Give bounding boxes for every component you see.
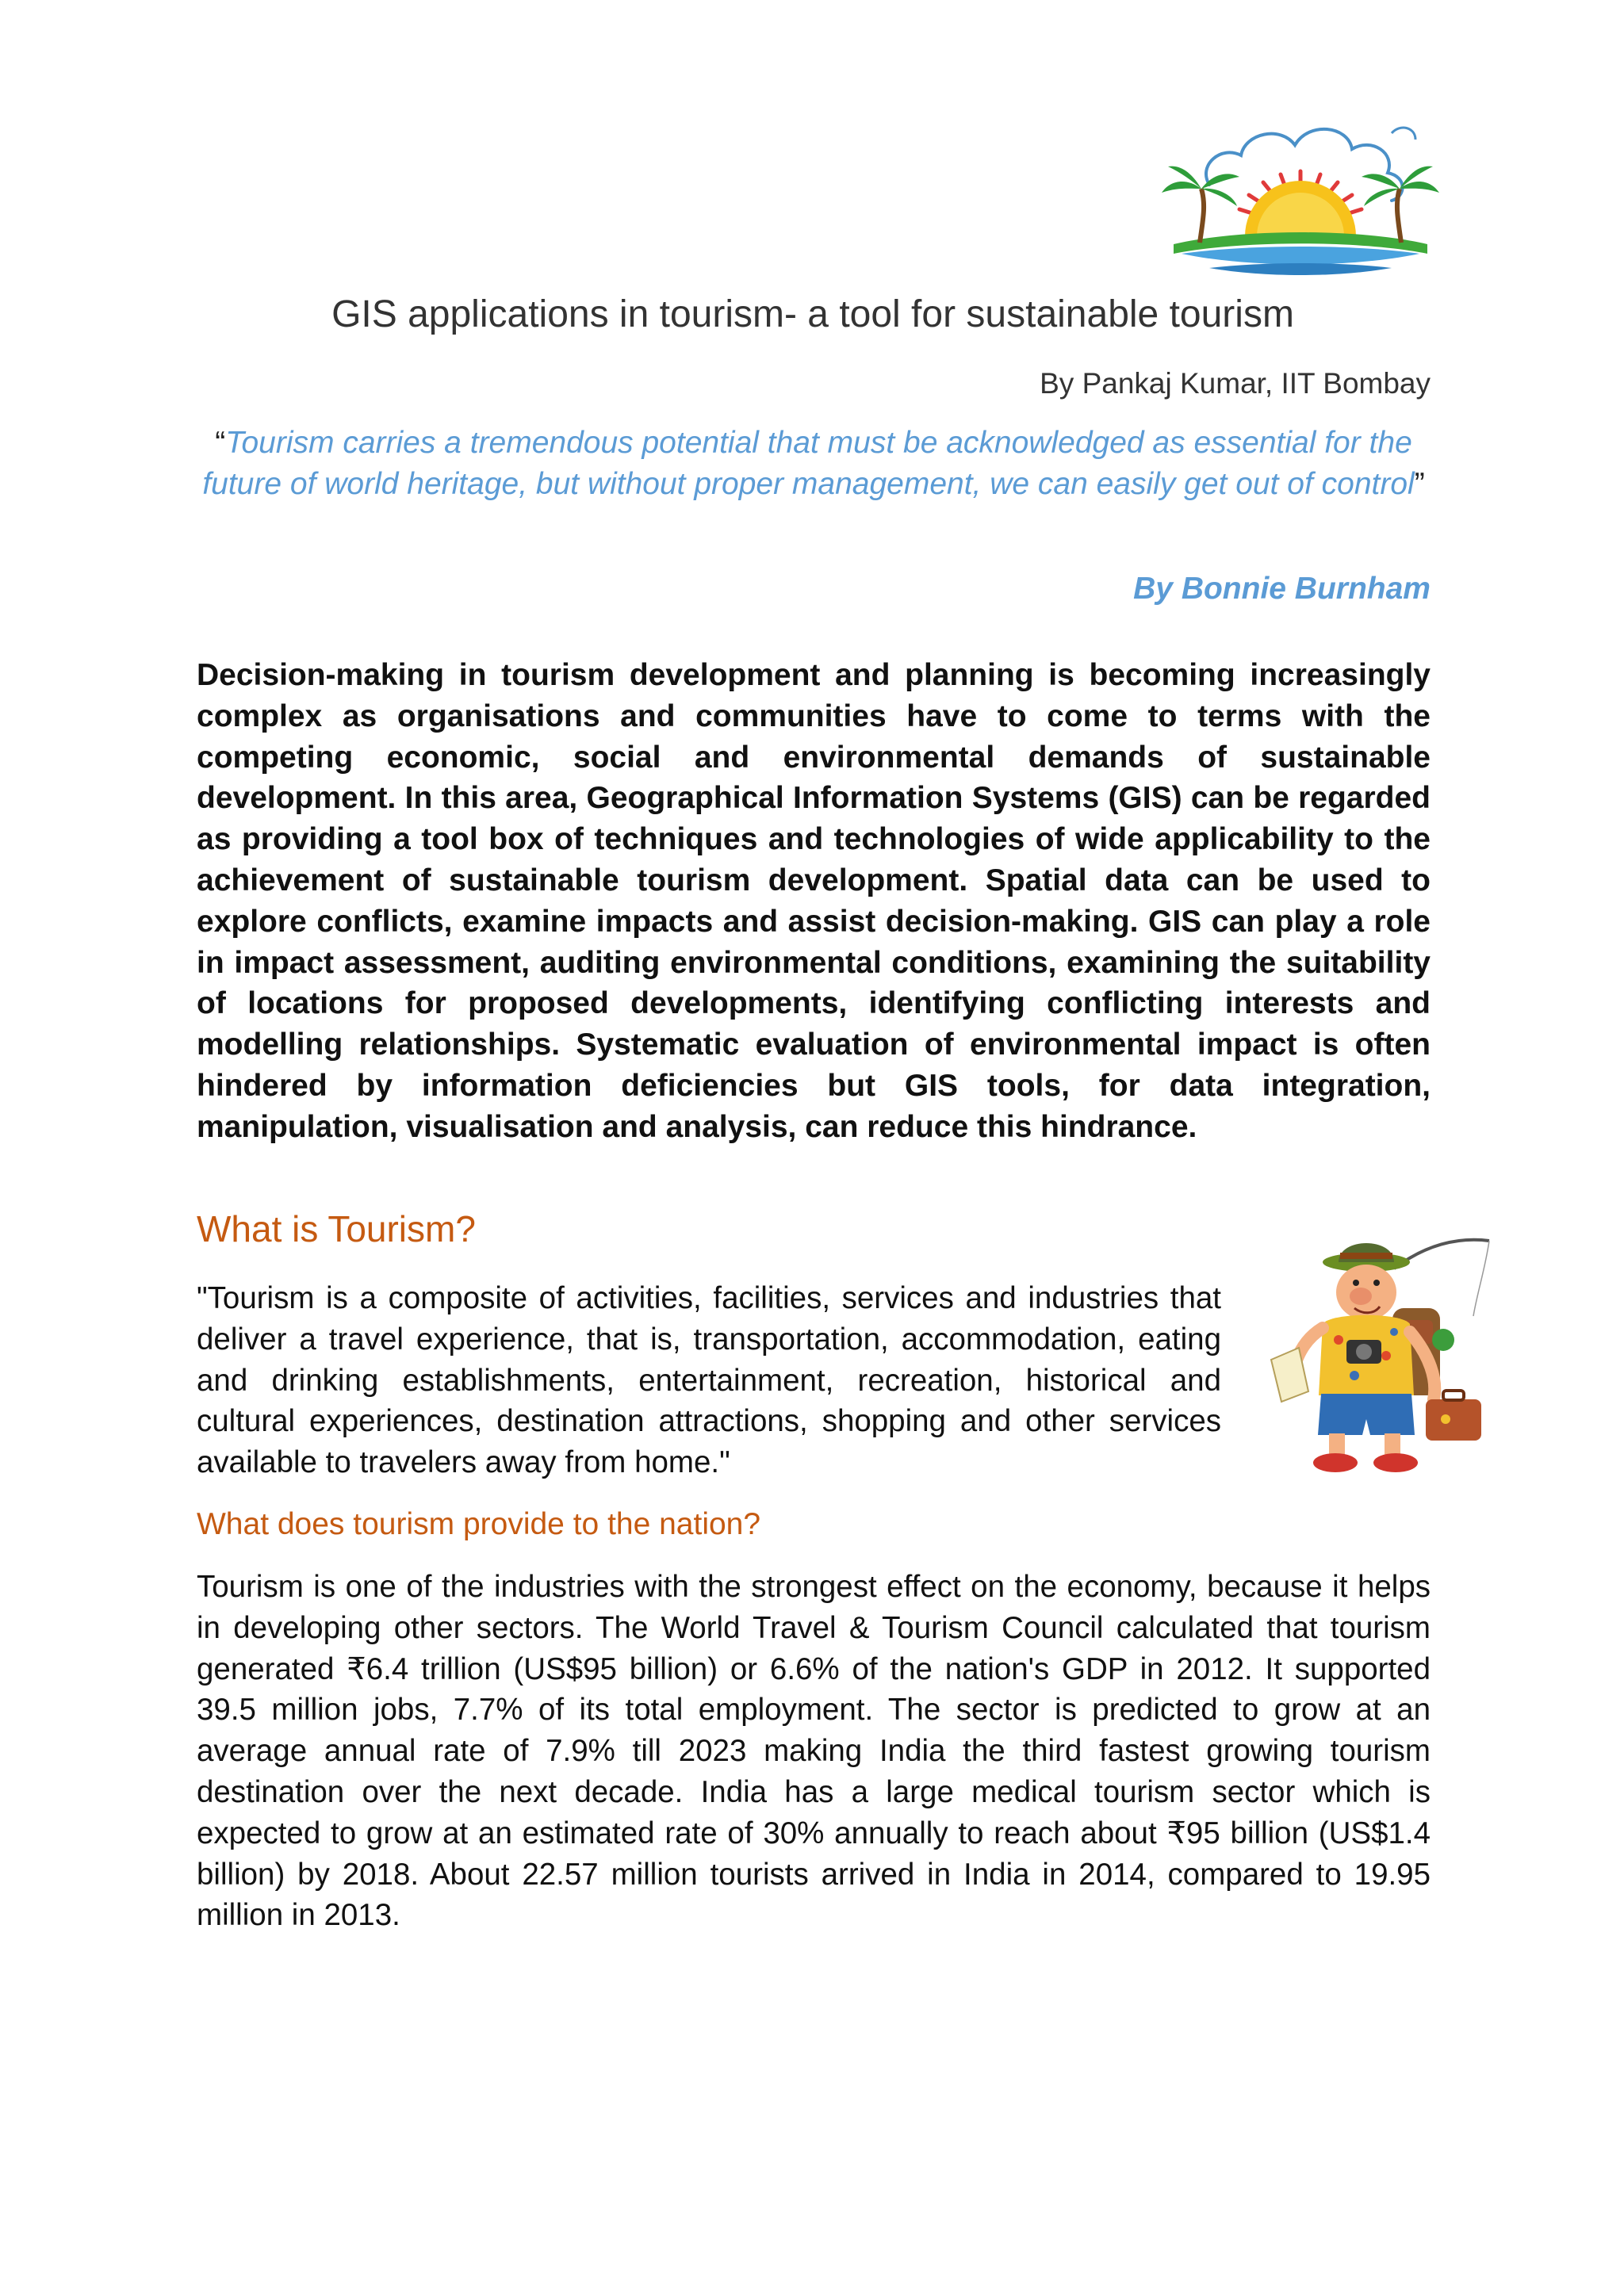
quote-author: By Bonnie Burnham — [1133, 572, 1431, 606]
sun-palm-logo — [1154, 109, 1447, 288]
quote-close-mark: ” — [1414, 467, 1425, 501]
tourism-economy-paragraph: Tourism is one of the industries with the strongest effect on the economy, because it helps in developing other sectors. The World Travel & Tourism Council calculated that tourism generated ₹6.4 trillion (US$95 billion) or 6.6% of the nation's GDP in 2012. It supported 39.5 million jobs, 7.7% of its total employment. The sector is predicted to grow at an average annual rate of 7.9% till 2023 making India the third fastest growing tourism destination over the next decade. India has a large medical tourism sector which is expected to grow at an estimated rate of 30% annually to reach about ₹95 billion (US$1.4 billion) by 2018. About 22.57 million tourists arrived in India in 2014, compared to 19.95 million in 2013. — [197, 1570, 1431, 1933]
author-byline: By Pankaj Kumar, IIT Bombay — [1040, 367, 1431, 400]
quote-text: Tourism carries a tremendous potential that must be acknowledged as essential for the future of world heritage, but without proper management, we can easily get out of control — [202, 426, 1415, 501]
section-heading-what-is-tourism: What is Tourism? — [197, 1208, 476, 1249]
section-heading-tourism-nation: What does tourism provide to the nation? — [197, 1507, 761, 1541]
quote-open-mark: “ — [215, 426, 226, 460]
tourist-cartoon — [1259, 1221, 1497, 1483]
intro-paragraph: Decision-making in tourism development and planning is becoming increasingly complex as organisations and communities have to come to terms with the competing economic, social and environmental demands of sustainable development. In this area, Geographical Information Systems (GIS) can be regarded as providing a tool box of techniques and technologies of wide applicability to the achievement of sustainable tourism development. Spatial data can be used to explore conflicts, examine impacts and assist decision-making. GIS can play a role in impact assessment, auditing environmental conditions, examining the suitability of locations for proposed developments, identifying conflicting interests and modelling relationships. Systematic evaluation of environmental impact is often hindered by information deficiencies but GIS tools, for data integration, manipulation, visualisation and analysis, can reduce this hindrance. — [197, 658, 1431, 1144]
tourism-definition: "Tourism is a composite of activities, facilities, services and industries that deliver a travel experience, that is, transportation, accommodation, eating and drinking establishments, entertainment, recreation, historical and cultural experiences, destination attractions, shopping and other services available to travelers away from home." — [197, 1281, 1221, 1480]
epigraph-quote — [197, 423, 1431, 505]
document-title: GIS applications in tourism- a tool for sustainable tourism — [331, 293, 1294, 335]
